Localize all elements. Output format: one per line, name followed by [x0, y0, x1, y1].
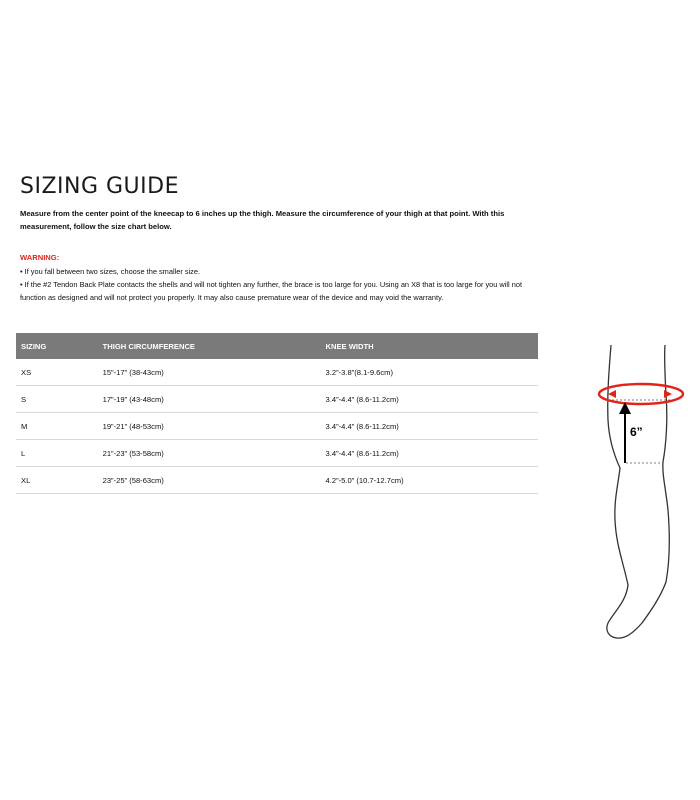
right-arrowhead-icon	[664, 390, 672, 398]
table-row	[16, 359, 538, 386]
intro-text: Measure from the center point of the kneecap to 6 inches up the thigh. Measure the circumference of your thigh at that point. With this measurement, follow the size chart below.	[20, 209, 505, 231]
table-row	[16, 440, 538, 467]
left-arrowhead-icon	[608, 390, 616, 398]
knee-cell: 3.4”-4.4” (8.6-11.2cm)	[321, 440, 538, 467]
warning-title: WARNING:	[20, 253, 60, 262]
header-thigh-circumference: THIGH CIRCUMFERENCE	[98, 333, 321, 359]
header-sizing: SIZING	[16, 333, 98, 359]
table-row	[16, 467, 538, 494]
warning-line: • If you fall between two sizes, choose the smaller size.	[20, 267, 201, 276]
six-inch-label: 6”	[630, 425, 643, 439]
table-row	[16, 386, 538, 413]
size-cell: S	[16, 386, 98, 413]
leg-measurement-figure	[596, 340, 688, 645]
size-cell: M	[16, 413, 98, 440]
thigh-cell: 23”-25” (58-63cm)	[98, 467, 321, 494]
knee-cell: 3.2”-3.8”(8.1-9.6cm)	[321, 359, 538, 386]
size-cell: XS	[16, 359, 98, 386]
table-row	[16, 413, 538, 440]
knee-cell: 4.2”-5.0” (10.7-12.7cm)	[321, 467, 538, 494]
leg-outline	[607, 345, 669, 638]
thigh-cell: 19”-21” (48-53cm)	[98, 413, 321, 440]
thigh-cell: 17”-19” (43-48cm)	[98, 386, 321, 413]
page-title: SIZING GUIDE	[20, 174, 179, 199]
thigh-cell: 15”-17” (38-43cm)	[98, 359, 321, 386]
warning-line: • If the #2 Tendon Back Plate contacts the shells and will not tighten any further, the brace is too large for you. Using an X8 that is too large for you will not function as designed and will not protect you properly. It may also cause premature wear of the device and may void the warranty.	[20, 280, 523, 302]
knee-cell: 3.4”-4.4” (8.6-11.2cm)	[321, 386, 538, 413]
header-knee-width: KNEE WIDTH	[321, 333, 538, 359]
table-header-row	[16, 333, 538, 359]
knee-cell: 3.4”-4.4” (8.6-11.2cm)	[321, 413, 538, 440]
warning-block	[20, 252, 535, 304]
size-cell: XL	[16, 467, 98, 494]
sizing-table	[16, 333, 538, 494]
size-cell: L	[16, 440, 98, 467]
thigh-cell: 21”-23” (53-58cm)	[98, 440, 321, 467]
